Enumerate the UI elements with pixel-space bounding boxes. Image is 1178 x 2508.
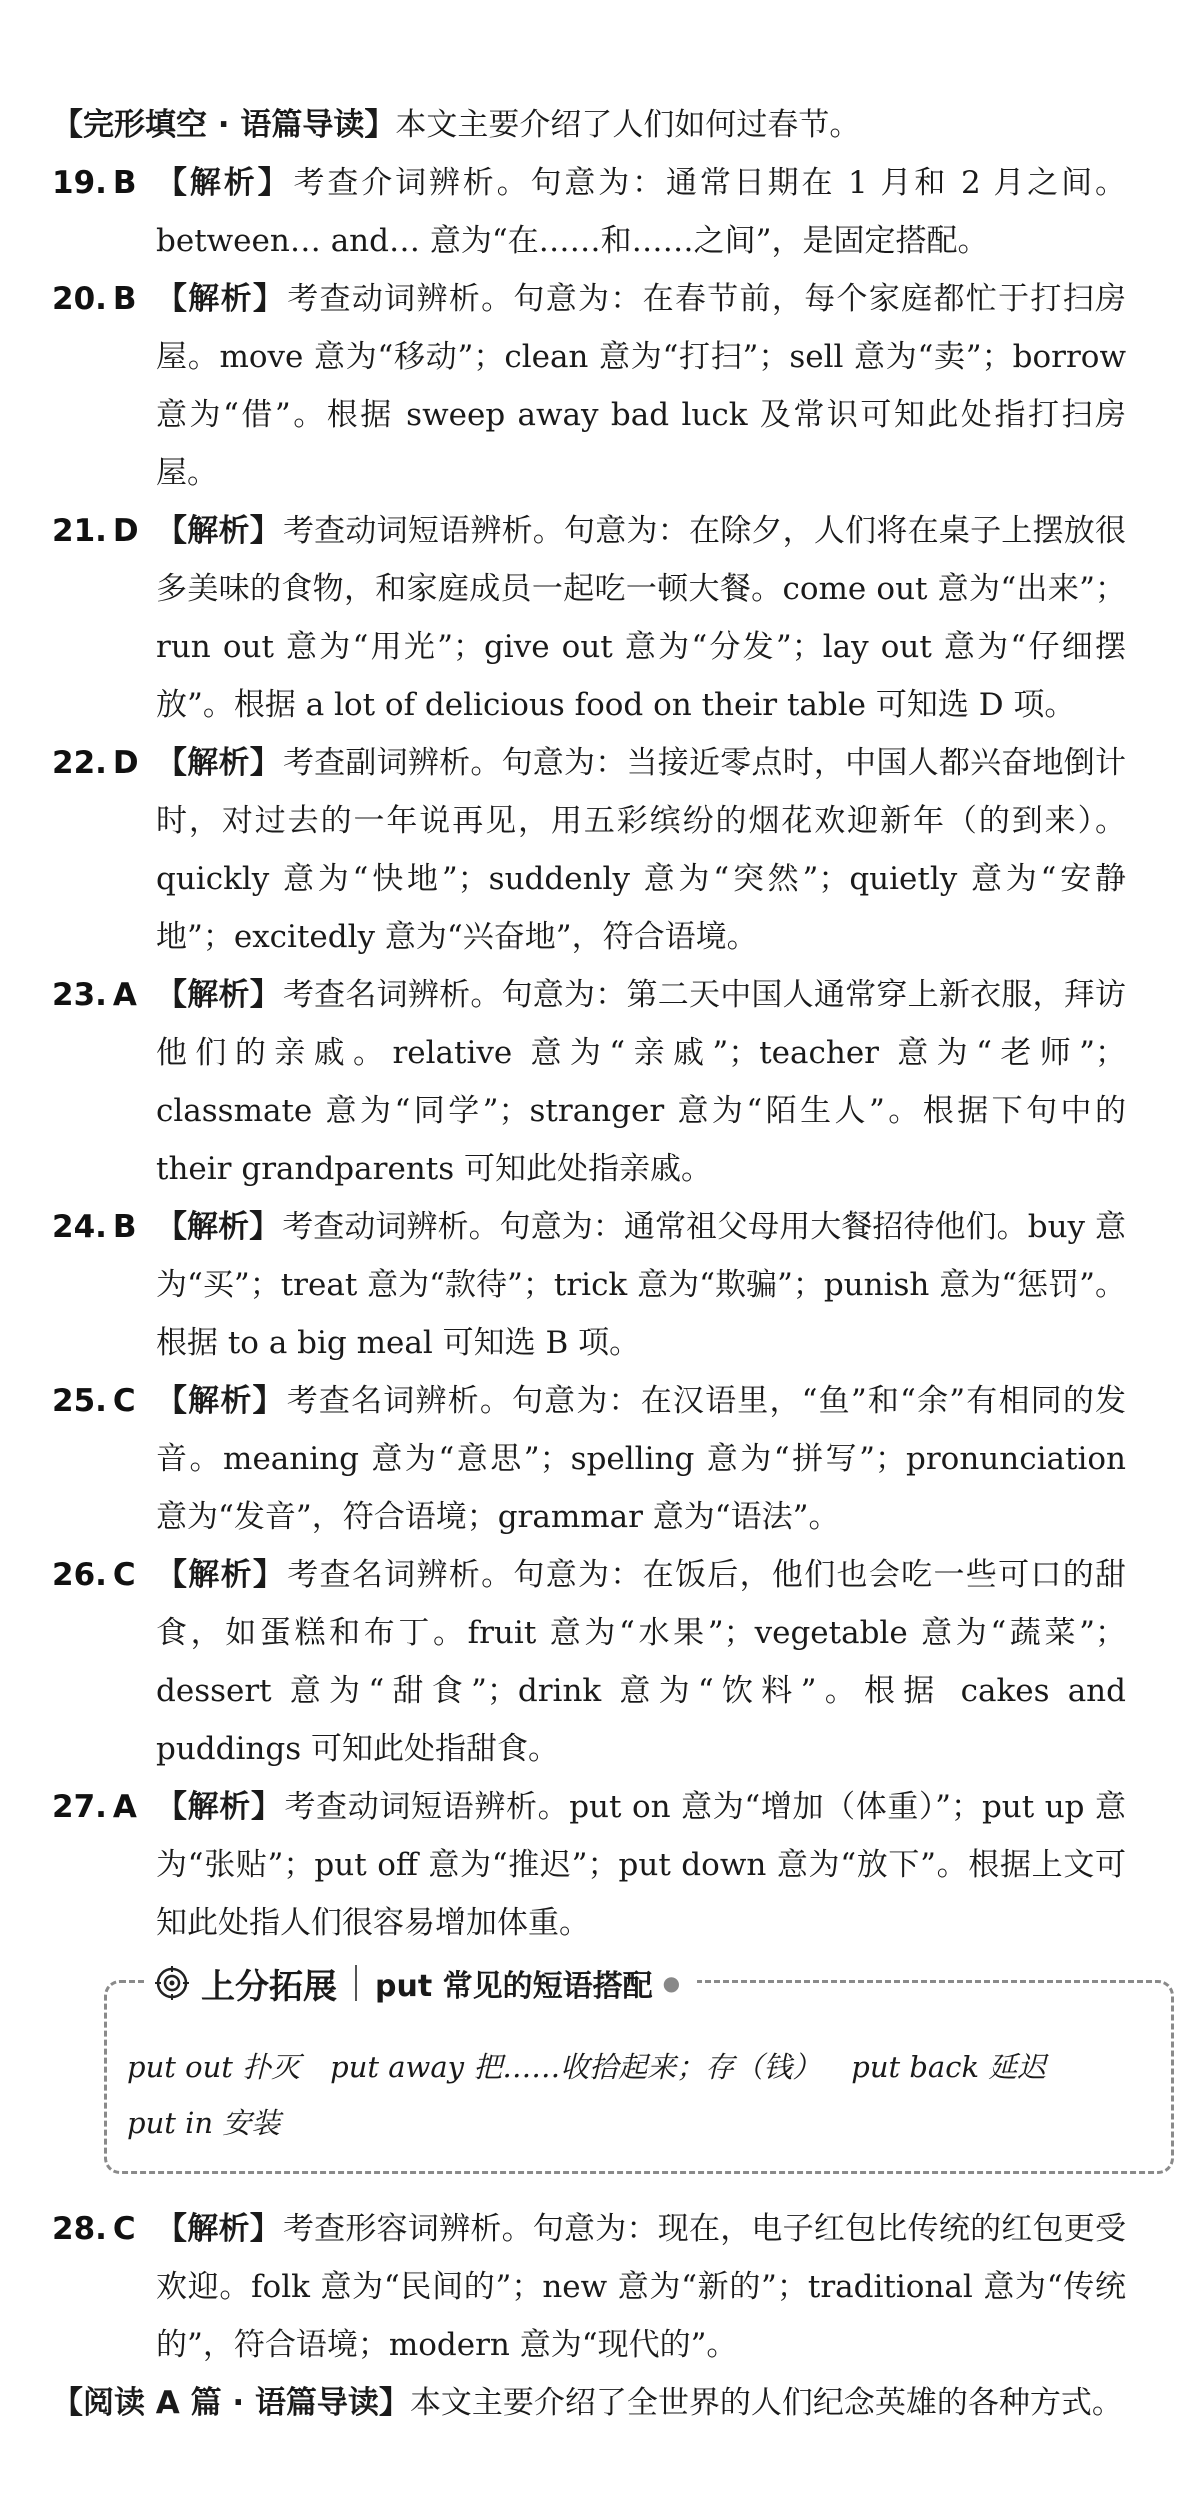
analysis-label: 【解析】: [156, 745, 281, 781]
extend-body: [127, 2039, 1153, 2151]
answer-letter: B: [112, 165, 137, 201]
answer-23: [52, 966, 1126, 1198]
answer-letter: D: [112, 745, 139, 781]
answer-letter: A: [112, 1789, 137, 1825]
answer-27: [52, 1778, 1126, 1952]
answer-letter: D: [112, 513, 139, 549]
answer-letter: C: [112, 1557, 136, 1593]
analysis-label: 【解析】: [156, 1383, 285, 1419]
answer-explanation: 考查动词辨析。句意为：在春节前，每个家庭都忙于打扫房屋。move 意为“移动”；clean 意为“打扫”；sell 意为“卖”；borrow 意为“借”。根据 sweep away bad luck 及常识可知此处指打扫房屋。: [156, 281, 1127, 491]
answer-21: [52, 502, 1126, 734]
answer-letter: B: [112, 1209, 137, 1245]
analysis-label: 【解析】: [156, 281, 286, 317]
analysis-label: 【解析】: [156, 1209, 281, 1245]
answer-explanation: 考查名词辨析。句意为：在饭后，他们也会吃一些可口的甜食，如蛋糕和布丁。fruit 意为“水果”；vegetable 意为“蔬菜”；dessert 意为“甜食”；drink 意为“饮料”。根据 cakes and puddings 可知此处指甜食。: [156, 1557, 1127, 1767]
answer-number: 26.: [52, 1557, 107, 1593]
answer-24: [52, 1198, 1126, 1372]
reading-a-tag: 【阅读 A 篇 · 语篇导读】: [52, 2385, 410, 2421]
answer-28: [52, 2200, 1126, 2374]
analysis-label: 【解析】: [156, 977, 281, 1013]
answer-explanation: 考查动词短语辨析。句意为：在除夕，人们将在桌子上摆放很多美味的食物，和家庭成员一起吃一顿大餐。come out 意为“出来”；run out 意为“用光”；give out 意为“分发”；lay out 意为“仔细摆放”。根据 a lot of delicious food on their table 可知选 D 项。: [156, 513, 1127, 723]
cloze-tag: 【完形填空 · 语篇导读】: [52, 107, 396, 143]
cloze-intro: [52, 96, 1126, 154]
answer-explanation: 考查介词辨析。句意为：通常日期在 1 月和 2 月之间。between… and… 意为“在……和……之间”，是固定搭配。: [156, 165, 1126, 259]
answer-19: [52, 154, 1126, 270]
answer-explanation: 考查副词辨析。句意为：当接近零点时，中国人都兴奋地倒计时，对过去的一年说再见，用五彩缤纷的烟花欢迎新年（的到来）。quickly 意为“快地”；suddenly 意为“突然”；quietly 意为“安静地”；excitedly 意为“兴奋地”，符合语境。: [156, 745, 1127, 955]
analysis-label: 【解析】: [156, 513, 281, 549]
answer-22: [52, 734, 1126, 966]
extend-subtitle: put 常见的短语搭配: [375, 1969, 653, 2004]
answer-number: 27.: [52, 1789, 107, 1825]
target-icon: [155, 1966, 189, 2000]
reading-a-intro: [52, 2374, 1126, 2432]
analysis-label: 【解析】: [156, 1789, 283, 1825]
phrase-item: put back 延迟: [851, 2050, 1047, 2084]
phrase-item: put out 扑灭: [127, 2050, 301, 2084]
answer-number: 21.: [52, 513, 107, 549]
analysis-label: 【解析】: [156, 1557, 286, 1593]
answer-explanation: 考查动词辨析。句意为：通常祖父母用大餐招待他们。buy 意为“买”；treat 意为“款待”；trick 意为“欺骗”；punish 意为“惩罚”。根据 to a big meal 可知选 B 项。: [156, 1209, 1126, 1361]
title-dots: ●: [662, 1971, 684, 1995]
answer-number: 20.: [52, 281, 107, 317]
answer-explanation: 考查动词短语辨析。put on 意为“增加（体重）”；put up 意为“张贴”；put off 意为“推迟”；put down 意为“放下”。根据上文可知此处指人们很容易增加体重。: [156, 1789, 1126, 1941]
answer-letter: B: [112, 281, 137, 317]
answer-explanation: 考查形容词辨析。句意为：现在，电子红包比传统的红包更受欢迎。folk 意为“民间的”；new 意为“新的”；traditional 意为“传统的”，符合语境；modern 意为“现代的”。: [156, 2211, 1127, 2363]
answer-explanation: 考查名词辨析。句意为：第二天中国人通常穿上新衣服，拜访他们的亲戚。relative 意为“亲戚”；teacher 意为“老师”；classmate 意为“同学”；stranger 意为“陌生人”。根据下句中的 their grandparents 可知此处指亲戚。: [156, 977, 1127, 1187]
answer-20: [52, 270, 1126, 502]
reading-a-intro-text: 本文主要介绍了全世界的人们纪念英雄的各种方式。: [409, 2385, 1123, 2421]
answer-number: 24.: [52, 1209, 107, 1245]
answer-number: 25.: [52, 1383, 107, 1419]
answer-explanation: 考查名词辨析。句意为：在汉语里，“鱼”和“余”有相同的发音。meaning 意为“意思”；spelling 意为“拼写”；pronunciation 意为“发音”，符合语境；grammar 意为“语法”。: [156, 1383, 1127, 1535]
answer-26: [52, 1546, 1126, 1778]
cloze-intro-text: 本文主要介绍了人们如何过春节。: [395, 107, 861, 143]
phrase-item: put in 安装: [127, 2106, 281, 2140]
answer-number: 19.: [52, 165, 107, 201]
answer-letter: A: [112, 977, 137, 1013]
answer-letter: C: [112, 1383, 136, 1419]
analysis-label: 【解析】: [156, 165, 292, 201]
extend-box: [104, 1966, 1174, 2174]
extend-title-text: 上分拓展: [201, 1966, 337, 2007]
extend-title: [147, 1957, 697, 2009]
phrase-item: put away 把……收拾起来；存（钱）: [330, 2050, 822, 2084]
answer-number: 22.: [52, 745, 107, 781]
answer-25: [52, 1372, 1126, 1546]
title-divider: [355, 1965, 357, 2001]
answer-number: 28.: [52, 2211, 107, 2247]
analysis-label: 【解析】: [156, 2211, 281, 2247]
answer-number: 23.: [52, 977, 107, 1013]
answer-letter: C: [112, 2211, 136, 2247]
